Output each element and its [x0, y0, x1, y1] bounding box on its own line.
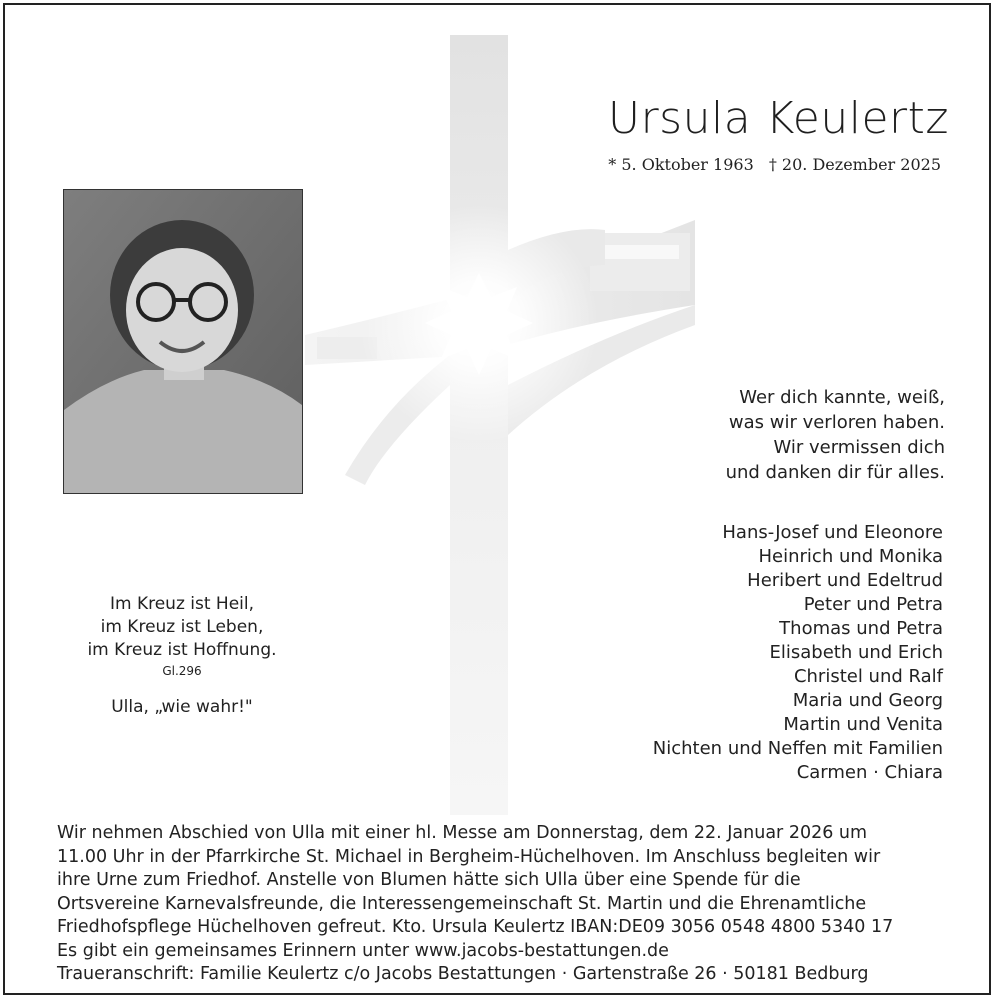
- family-member: Maria und Georg: [792, 690, 943, 711]
- portrait-photo: [63, 189, 303, 494]
- obituary-frame: [3, 3, 991, 995]
- family-member: Heinrich und Monika: [758, 546, 943, 567]
- verse-line: Im Kreuz ist Heil,: [109, 594, 255, 614]
- announcement-line: Ortsvereine Karnevalsfreunde, die Interessengemeinschaft St. Martin und die Ehrenamtliche: [57, 893, 867, 914]
- family-member: Carmen · Chiara: [796, 762, 943, 783]
- quote-line: und danken dir für alles.: [725, 462, 945, 483]
- family-member: Peter und Petra: [803, 594, 943, 615]
- family-member: Nichten und Neffen mit Familien: [652, 738, 943, 759]
- family-member: Elisabeth und Erich: [769, 642, 943, 663]
- announcement-line: Friedhofspflege Hüchelhoven gefreut. Kto. Ursula Keulertz IBAN:DE09 3056 0548 4800 5340 17: [57, 917, 894, 937]
- announcement-line: Wir nehmen Abschied von Ulla mit einer hl. Messe am Donnerstag, dem 22. Januar 2026 um: [57, 823, 868, 843]
- announcement-line: 11.00 Uhr in der Pfarrkirche St. Michael in Bergheim-Hüchelhoven. Im Anschluss begleiten wir: [57, 846, 881, 867]
- funeral-announcement: [57, 822, 957, 987]
- announcement-line: ihre Urne zum Friedhof. Anstelle von Blumen hätte sich Ulla über eine Spende für die: [57, 870, 801, 890]
- life-dates: [608, 155, 941, 174]
- personal-note: Ulla, „wie wahr!": [111, 697, 253, 717]
- family-member: Hans-Josef und Eleonore: [722, 522, 943, 543]
- verse-line: im Kreuz ist Leben,: [100, 617, 264, 637]
- family-member: Thomas und Petra: [779, 618, 943, 639]
- family-member: Martin und Venita: [783, 714, 943, 735]
- birth-date: * 5. Oktober 1963: [608, 155, 754, 174]
- quote-line: was wir verloren haben.: [728, 412, 945, 433]
- family-list: [653, 521, 943, 785]
- quote-line: Wer dich kannte, weiß,: [739, 387, 945, 408]
- verse-reference: Gl.296: [162, 664, 202, 678]
- bible-verse: [63, 593, 301, 719]
- memorial-quote: [726, 385, 945, 485]
- announcement-line: Es gibt ein gemeinsames Erinnern unter www.jacobs-bestattungen.de: [57, 940, 669, 961]
- portrait-placeholder: [64, 190, 302, 493]
- announcement-line: Traueranschrift: Familie Keulertz c/o Jacobs Bestattungen · Gartenstraße 26 · 50181 Bedburg: [57, 964, 869, 984]
- family-member: Christel und Ralf: [793, 666, 943, 687]
- deceased-name: Ursula Keulertz: [607, 93, 949, 144]
- family-member: Heribert und Edeltrud: [747, 570, 943, 591]
- verse-line: im Kreuz ist Hoffnung.: [87, 640, 277, 660]
- death-date: † 20. Dezember 2025: [768, 155, 941, 174]
- quote-line: Wir vermissen dich: [773, 437, 945, 458]
